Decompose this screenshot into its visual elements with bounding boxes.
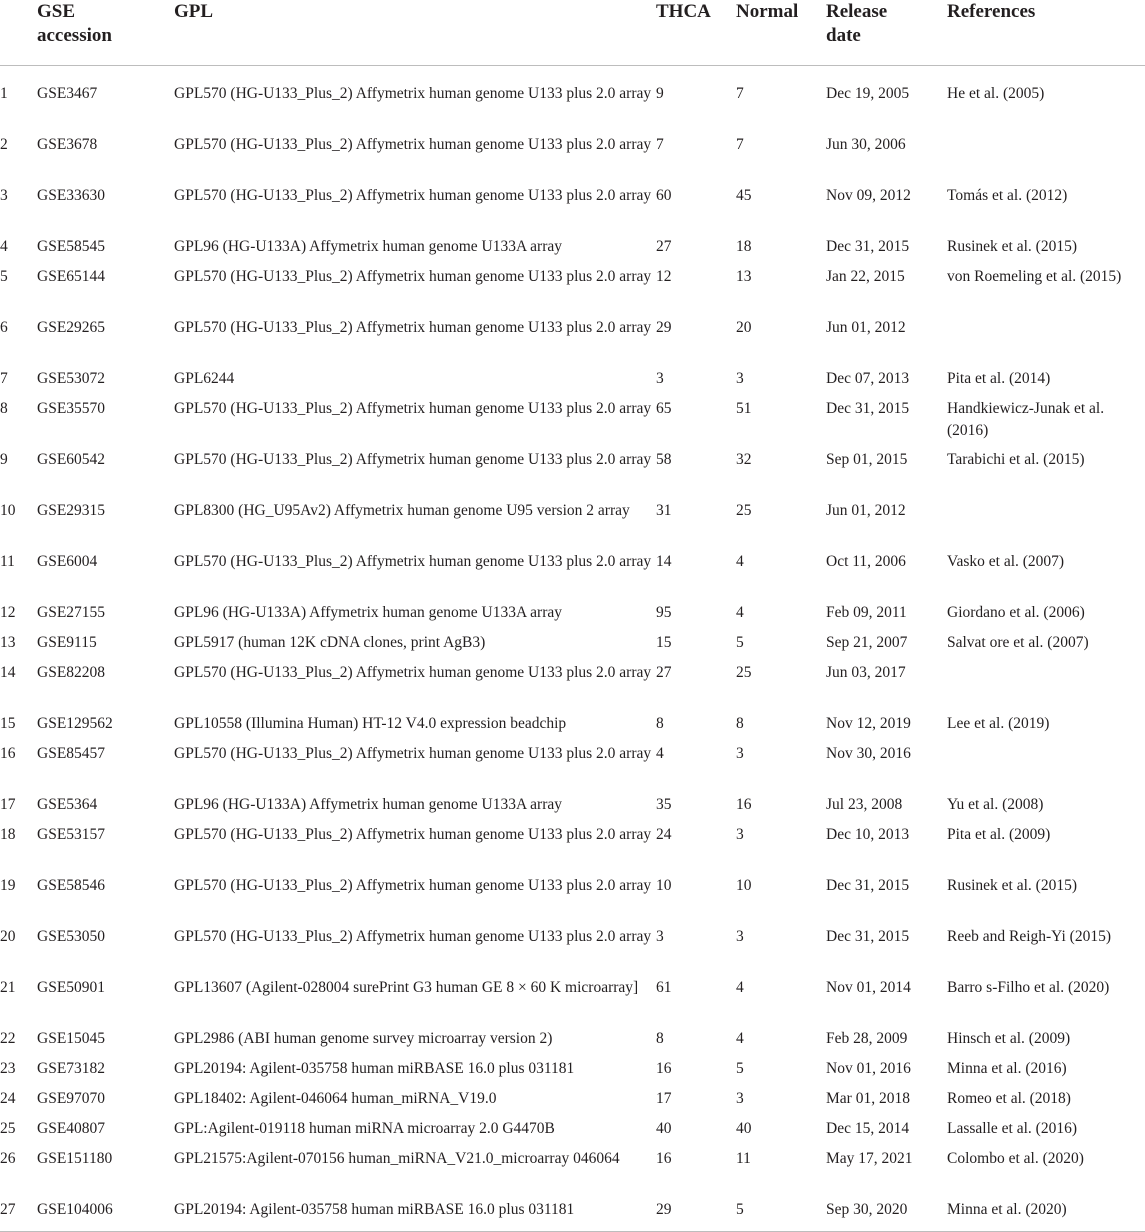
gse-accession-cell: GSE15045 [37, 1030, 106, 1047]
row-index: 1 [0, 85, 8, 102]
row-index: 15 [0, 715, 16, 732]
header-references: References [947, 0, 1145, 66]
reference-cell [947, 654, 1145, 705]
header-thca: THCA [656, 0, 736, 66]
thca-count-cell: 58 [656, 451, 672, 468]
normal-count-cell: 4 [736, 553, 744, 570]
gse-accession-cell: GSE58546 [37, 877, 106, 894]
row-index: 6 [0, 319, 8, 336]
row-index: 11 [0, 553, 15, 570]
thca-count-cell: 60 [656, 187, 672, 204]
normal-count-cell: 7 [736, 136, 744, 153]
row-index: 9 [0, 451, 8, 468]
release-date-cell: Jun 01, 2012 [826, 319, 906, 336]
release-date-cell: Mar 01, 2018 [826, 1090, 910, 1107]
reference-cell: Rusinek et al. (2015) [947, 238, 1078, 255]
gpl-cell: GPL:Agilent-019118 human miRNA microarray 2.0 G4470B [174, 1120, 555, 1137]
gse-accession-cell: GSE65144 [37, 268, 106, 285]
reference-cell: Pita et al. (2009) [947, 826, 1051, 843]
table-row [0, 1050, 1145, 1080]
table-row [0, 228, 1145, 258]
thca-count-cell: 27 [656, 664, 672, 681]
thca-count-cell: 3 [656, 928, 664, 945]
release-date-cell: Sep 01, 2015 [826, 451, 908, 468]
normal-count-cell: 4 [736, 604, 744, 621]
gse-accession-cell: GSE27155 [37, 604, 106, 621]
header-release-date: Release date [826, 0, 947, 66]
normal-count-cell: 5 [736, 1191, 826, 1232]
table-row [0, 126, 1145, 177]
gpl-cell: GPL13607 (Agilent-028004 surePrint G3 human GE 8 × 60 K microarray] [174, 979, 639, 996]
gse-accession-cell: GSE9115 [37, 634, 97, 651]
table-header [0, 0, 1145, 66]
row-index: 19 [0, 877, 16, 894]
normal-count-cell: 3 [736, 1090, 744, 1107]
row-index: 23 [0, 1060, 16, 1077]
release-date-cell: Dec 07, 2013 [826, 370, 910, 387]
release-date-cell: Dec 15, 2014 [826, 1120, 910, 1137]
normal-count-cell: 13 [736, 268, 752, 285]
header-gse-accession: GSE accession [37, 0, 174, 66]
gpl-cell: GPL570 (HG-U133_Plus_2) Affymetrix human genome U133 plus 2.0 array [174, 319, 652, 336]
row-index: 22 [0, 1030, 16, 1047]
reference-cell: von Roemeling et al. (2015) [947, 268, 1122, 285]
release-date-cell: Nov 01, 2016 [826, 1060, 911, 1077]
release-date-cell: Nov 01, 2014 [826, 979, 911, 996]
table-row [0, 654, 1145, 705]
thca-count-cell: 24 [656, 826, 672, 843]
release-date-cell: May 17, 2021 [826, 1150, 913, 1167]
row-index: 20 [0, 928, 16, 945]
gpl-cell: GPL96 (HG-U133A) Affymetrix human genome U133A array [174, 238, 562, 255]
reference-cell: Tomás et al. (2012) [947, 187, 1068, 204]
table-row [0, 258, 1145, 309]
reference-cell: Vasko et al. (2007) [947, 553, 1065, 570]
normal-count-cell: 3 [736, 370, 744, 387]
normal-count-cell: 32 [736, 451, 752, 468]
reference-cell: Barro s-Filho et al. (2020) [947, 979, 1110, 996]
row-index: 17 [0, 796, 16, 813]
gpl-cell: GPL5917 (human 12K cDNA clones, print AgB3) [174, 634, 486, 651]
thca-count-cell: 95 [656, 604, 672, 621]
table-row [0, 66, 1145, 127]
thca-count-cell: 29 [656, 1191, 736, 1232]
row-index: 21 [0, 979, 16, 996]
gse-accession-cell: GSE73182 [37, 1060, 106, 1077]
table-row [0, 1020, 1145, 1050]
release-date-cell: Jun 30, 2006 [826, 136, 906, 153]
gpl-cell: GPL96 (HG-U133A) Affymetrix human genome U133A array [174, 796, 562, 813]
thca-count-cell: 29 [656, 319, 672, 336]
table-row [0, 360, 1145, 390]
normal-count-cell: 45 [736, 187, 752, 204]
reference-cell: Lee et al. (2019) [947, 715, 1050, 732]
normal-count-cell: 40 [736, 1120, 752, 1137]
normal-count-cell: 11 [736, 1150, 751, 1167]
thca-count-cell: 65 [656, 400, 672, 417]
reference-cell: Minna et al. (2020) [947, 1191, 1145, 1232]
reference-cell: Reeb and Reigh-Yi (2015) [947, 928, 1112, 945]
thca-count-cell: 3 [656, 370, 664, 387]
header-normal: Normal [736, 0, 826, 66]
release-date-cell: Dec 31, 2015 [826, 238, 910, 255]
reference-cell: Handkiewicz-Junak et al. (2016) [947, 400, 1105, 439]
gse-accession-cell: GSE6004 [37, 553, 98, 570]
table-row [0, 441, 1145, 492]
table-row [0, 624, 1145, 654]
thca-count-cell: 35 [656, 796, 672, 813]
thca-count-cell: 27 [656, 238, 672, 255]
table-row [0, 867, 1145, 918]
row-index: 24 [0, 1090, 16, 1107]
header-gpl: GPL [174, 0, 656, 66]
normal-count-cell: 20 [736, 319, 752, 336]
gpl-cell: GPL570 (HG-U133_Plus_2) Affymetrix human genome U133 plus 2.0 array [174, 664, 652, 681]
table-row [0, 177, 1145, 228]
release-date-cell: Nov 09, 2012 [826, 187, 911, 204]
gpl-cell: GPL570 (HG-U133_Plus_2) Affymetrix human genome U133 plus 2.0 array [174, 877, 652, 894]
reference-cell: Tarabichi et al. (2015) [947, 451, 1085, 468]
gse-accession-cell: GSE104006 [37, 1191, 174, 1232]
release-date-cell: Dec 10, 2013 [826, 826, 910, 843]
thca-count-cell: 10 [656, 877, 672, 894]
release-date-cell: Feb 09, 2011 [826, 604, 907, 621]
table-row [0, 969, 1145, 1020]
thca-count-cell: 14 [656, 553, 672, 570]
release-date-cell: Jun 01, 2012 [826, 502, 906, 519]
thca-count-cell: 15 [656, 634, 672, 651]
row-index: 16 [0, 745, 16, 762]
row-index: 2 [0, 136, 8, 153]
gpl-cell: GPL2986 (ABI human genome survey microarray version 2) [174, 1030, 553, 1047]
reference-cell: Giordano et al. (2006) [947, 604, 1085, 621]
thca-count-cell: 16 [656, 1060, 672, 1077]
release-date-cell: Jan 22, 2015 [826, 268, 905, 285]
gse-accession-cell: GSE29265 [37, 319, 106, 336]
gse-accession-cell: GSE29315 [37, 502, 106, 519]
normal-count-cell: 25 [736, 664, 752, 681]
normal-count-cell: 25 [736, 502, 752, 519]
normal-count-cell: 7 [736, 85, 744, 102]
table-row [0, 735, 1145, 786]
gse-accession-cell: GSE151180 [37, 1150, 113, 1167]
gse-accession-cell: GSE50901 [37, 979, 106, 996]
header-index [0, 0, 37, 66]
gse-accession-cell: GSE53072 [37, 370, 106, 387]
release-date-cell: Nov 12, 2019 [826, 715, 911, 732]
gse-accession-cell: GSE85457 [37, 745, 106, 762]
release-date-cell: Oct 11, 2006 [826, 553, 906, 570]
row-index: 26 [0, 1150, 16, 1167]
thca-count-cell: 8 [656, 1030, 664, 1047]
reference-cell: Minna et al. (2016) [947, 1060, 1067, 1077]
table-row [0, 492, 1145, 543]
gpl-cell: GPL18402: Agilent-046064 human_miRNA_V19.0 [174, 1090, 497, 1107]
gpl-cell: GPL570 (HG-U133_Plus_2) Affymetrix human genome U133 plus 2.0 array [174, 451, 652, 468]
row-index: 27 [0, 1191, 37, 1232]
reference-cell: Lassalle et al. (2016) [947, 1120, 1077, 1137]
gse-accession-cell: GSE60542 [37, 451, 106, 468]
gpl-cell: GPL570 (HG-U133_Plus_2) Affymetrix human genome U133 plus 2.0 array [174, 268, 652, 285]
reference-cell [947, 126, 1145, 177]
row-index: 25 [0, 1120, 16, 1137]
gpl-cell: GPL20194: Agilent-035758 human miRBASE 16.0 plus 031181 [174, 1191, 656, 1232]
gse-accession-cell: GSE5364 [37, 796, 98, 813]
normal-count-cell: 8 [736, 715, 744, 732]
thca-count-cell: 4 [656, 745, 664, 762]
reference-cell: Pita et al. (2014) [947, 370, 1051, 387]
normal-count-cell: 3 [736, 826, 744, 843]
gse-accession-cell: GSE3678 [37, 136, 98, 153]
release-date-cell: Nov 30, 2016 [826, 745, 911, 762]
normal-count-cell: 5 [736, 634, 744, 651]
gse-accession-cell: GSE58545 [37, 238, 106, 255]
row-index: 12 [0, 604, 16, 621]
release-date-cell: Dec 31, 2015 [826, 877, 910, 894]
table-row [0, 594, 1145, 624]
gpl-cell: GPL570 (HG-U133_Plus_2) Affymetrix human genome U133 plus 2.0 array [174, 553, 652, 570]
reference-cell [947, 735, 1145, 786]
gse-accession-cell: GSE3467 [37, 85, 98, 102]
gpl-cell: GPL570 (HG-U133_Plus_2) Affymetrix human genome U133 plus 2.0 array [174, 745, 652, 762]
reference-cell: Romeo et al. (2018) [947, 1090, 1071, 1107]
gse-accession-cell: GSE40807 [37, 1120, 106, 1137]
thca-count-cell: 12 [656, 268, 672, 285]
thca-count-cell: 7 [656, 136, 664, 153]
normal-count-cell: 3 [736, 745, 744, 762]
normal-count-cell: 18 [736, 238, 752, 255]
thca-count-cell: 9 [656, 85, 664, 102]
gse-accession-cell: GSE33630 [37, 187, 106, 204]
thca-count-cell: 61 [656, 979, 672, 996]
row-index: 8 [0, 400, 8, 417]
gpl-cell: GPL570 (HG-U133_Plus_2) Affymetrix human genome U133 plus 2.0 array [174, 928, 652, 945]
row-index: 13 [0, 634, 16, 651]
reference-cell [947, 309, 1145, 360]
normal-count-cell: 16 [736, 796, 752, 813]
release-date-cell: Dec 19, 2005 [826, 85, 910, 102]
gpl-cell: GPL21575:Agilent-070156 human_miRNA_V21.0_microarray 046064 [174, 1150, 620, 1167]
release-date-cell: Jul 23, 2008 [826, 796, 903, 813]
gpl-cell: GPL96 (HG-U133A) Affymetrix human genome U133A array [174, 604, 562, 621]
gse-accession-cell: GSE129562 [37, 715, 113, 732]
reference-cell [947, 492, 1145, 543]
gse-accession-cell: GSE53050 [37, 928, 106, 945]
release-date-cell: Dec 31, 2015 [826, 400, 910, 417]
header-row [0, 0, 1145, 66]
table-row [0, 1110, 1145, 1140]
table-body [0, 66, 1145, 1232]
gse-accession-cell: GSE82208 [37, 664, 106, 681]
table-row [0, 1080, 1145, 1110]
release-date-cell: Sep 30, 2020 [826, 1191, 947, 1232]
release-date-cell: Dec 31, 2015 [826, 928, 910, 945]
gpl-cell: GPL570 (HG-U133_Plus_2) Affymetrix human genome U133 plus 2.0 array [174, 187, 652, 204]
row-index: 5 [0, 268, 8, 285]
gpl-cell: GPL570 (HG-U133_Plus_2) Affymetrix human genome U133 plus 2.0 array [174, 136, 652, 153]
normal-count-cell: 4 [736, 1030, 744, 1047]
normal-count-cell: 3 [736, 928, 744, 945]
gse-accession-cell: GSE97070 [37, 1090, 106, 1107]
row-index: 10 [0, 502, 16, 519]
gse-accession-cell: GSE53157 [37, 826, 106, 843]
gpl-cell: GPL8300 (HG_U95Av2) Affymetrix human genome U95 version 2 array [174, 502, 630, 519]
table-row [0, 1191, 1145, 1232]
reference-cell: Colombo et al. (2020) [947, 1150, 1084, 1167]
table-row [0, 918, 1145, 969]
gpl-cell: GPL570 (HG-U133_Plus_2) Affymetrix human genome U133 plus 2.0 array [174, 400, 652, 417]
row-index: 7 [0, 370, 8, 387]
normal-count-cell: 10 [736, 877, 752, 894]
reference-cell: Rusinek et al. (2015) [947, 877, 1078, 894]
normal-count-cell: 5 [736, 1060, 744, 1077]
table-row [0, 816, 1145, 867]
gpl-cell: GPL10558 (Illumina Human) HT-12 V4.0 expression beadchip [174, 715, 567, 732]
reference-cell: He et al. (2005) [947, 85, 1045, 102]
row-index: 14 [0, 664, 16, 681]
table-row [0, 543, 1145, 594]
table-row [0, 705, 1145, 735]
thca-count-cell: 17 [656, 1090, 672, 1107]
normal-count-cell: 4 [736, 979, 744, 996]
reference-cell: Salvat ore et al. (2007) [947, 634, 1089, 651]
table-row [0, 1140, 1145, 1191]
reference-cell: Yu et al. (2008) [947, 796, 1044, 813]
release-date-cell: Sep 21, 2007 [826, 634, 908, 651]
thca-count-cell: 8 [656, 715, 664, 732]
gse-accession-cell: GSE35570 [37, 400, 106, 417]
reference-cell: Hinsch et al. (2009) [947, 1030, 1071, 1047]
release-date-cell: Jun 03, 2017 [826, 664, 906, 681]
gpl-cell: GPL6244 [174, 370, 235, 387]
table-row [0, 786, 1145, 816]
row-index: 3 [0, 187, 8, 204]
gpl-cell: GPL20194: Agilent-035758 human miRBASE 16.0 plus 031181 [174, 1060, 575, 1077]
release-date-cell: Feb 28, 2009 [826, 1030, 908, 1047]
thca-count-cell: 40 [656, 1120, 672, 1137]
normal-count-cell: 51 [736, 400, 752, 417]
thca-count-cell: 16 [656, 1150, 672, 1167]
gpl-cell: GPL570 (HG-U133_Plus_2) Affymetrix human genome U133 plus 2.0 array [174, 85, 652, 102]
row-index: 18 [0, 826, 16, 843]
gpl-cell: GPL570 (HG-U133_Plus_2) Affymetrix human genome U133 plus 2.0 array [174, 826, 652, 843]
row-index: 4 [0, 238, 8, 255]
table-row [0, 390, 1145, 441]
thca-count-cell: 31 [656, 502, 672, 519]
table-row [0, 309, 1145, 360]
